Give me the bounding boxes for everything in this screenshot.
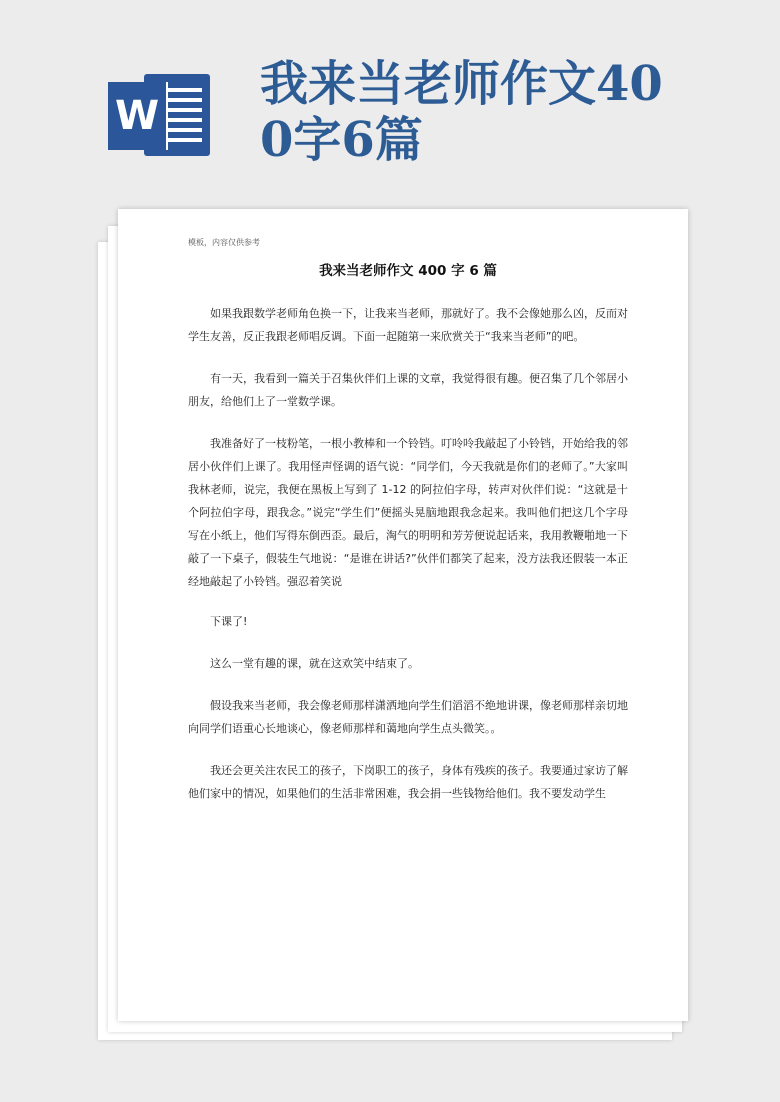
document-banner-title: 我来当老师作文400字6篇: [260, 56, 663, 168]
paragraph: 我准备好了一枝粉笔，一根小教棒和一个铃铛。叮呤呤我敲起了小铃铛，开始给我的邻居小伙伴们上课了。我用怪声怪调的语气说：“同学们，今天我就是你们的老师了。”大家叫我林老师，说完，我便在黑板上写到了 1-12 的阿拉伯字母，转声对伙伴们说：“这就是十个阿拉伯字母，跟我念。”说完“学生们”便摇头晃脑地跟我念起来。我叫他们把这几个字母写在小纸上，他们写得东倒西歪。最后，淘气的明明和芳芳便说起话来，我用教鞭啪地一下敲了一下桌子，假装生气地说：“是谁在讲话?”伙伴们都笑了起来，没方法我还假装一本正经地敲起了小铃铛。强忍着笑说: [188, 437, 628, 588]
word-icon-badge: W: [108, 82, 166, 150]
word-document-icon: [108, 68, 212, 162]
paragraph: 有一天，我看到一篇关于召集伙伴们上课的文章，我觉得很有趣。便召集了几个邻居小朋友，给他们上了一堂数学课。: [188, 372, 628, 408]
document-page: [118, 209, 688, 1021]
header-note: 模板，内容仅供参考: [188, 238, 260, 247]
paragraph: 下课了!: [210, 615, 248, 628]
article-title: 我来当老师作文 400 字 6 篇: [319, 263, 497, 279]
paragraph: 我还会更关注农民工的孩子，下岗职工的孩子，身体有残疾的孩子。我要通过家访了解他们家中的情况，如果他们的生活非常困难，我会捐一些钱物给他们。我不要发动学生: [188, 764, 628, 800]
paragraph: 如果我跟数学老师角色换一下，让我来当老师，那就好了。我不会像她那么凶，反而对学生友善，反正我跟老师唱反调。下面一起随第一来欣赏关于“我来当老师”的吧。: [188, 307, 628, 343]
paragraph: 这么一堂有趣的课，就在这欢笑中结束了。: [210, 657, 419, 670]
paragraph: 假设我来当老师，我会像老师那样潇洒地向学生们滔滔不绝地讲课，像老师那样亲切地向同学们语重心长地谈心，像老师那样和蔼地向学生点头微笑。。: [188, 699, 628, 735]
page-content: [188, 237, 628, 805]
